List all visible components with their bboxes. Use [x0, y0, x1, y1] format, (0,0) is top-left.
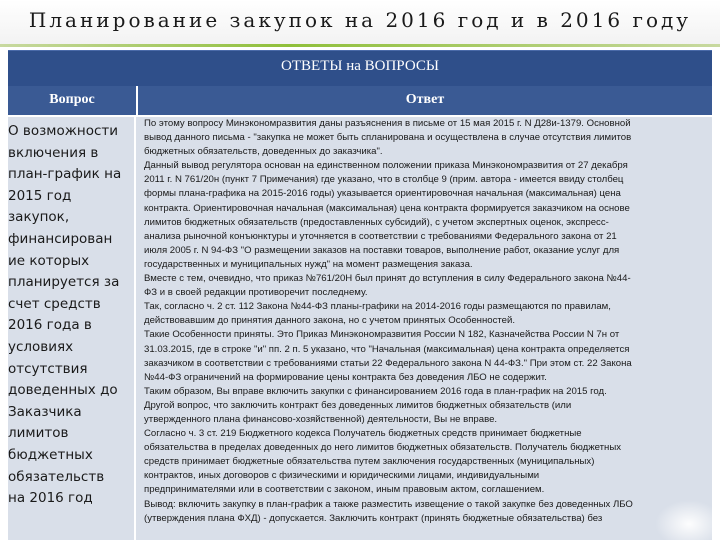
answer-line: Такие Особенности приняты. Это Приказ Минэкономразвития России N 182, Казначейства России N 7н от	[144, 329, 620, 341]
table-header-row	[8, 86, 712, 115]
answer-line: лимитов бюджетных обязательств (предоставленных субсидий), с учетом экспертных оценок, экспресс-	[144, 216, 609, 228]
answer-cell	[138, 117, 712, 540]
answer-line: По этому вопросу Минэкономразвития даны разъяснения в письме от 15 мая 2015 г. N Д28и-1379. Основной	[144, 118, 631, 129]
answer-line: анализа рыночной конъюнктуры и уточняется в соответствии с требованиями Федерального закона от 21	[144, 230, 617, 242]
question-line: планируется за	[8, 274, 120, 291]
banner-text: ОТВЕТЫ на ВОПРОСЫ	[281, 58, 439, 74]
answer-line: Данный вывод регулятора основан на единственном положении приказа Минэкономразвития от 27 декабря	[144, 160, 628, 172]
answer-line: действовавшим до принятия данного закона, но с учетом принятых Особенностей.	[144, 315, 516, 327]
question-line: план-график на	[8, 166, 122, 183]
answer-line: ФЗ и в своей редакции противоречит последнему.	[144, 287, 368, 299]
title-accent-line	[0, 44, 720, 47]
answer-line: Так, согласно ч. 2 ст. 112 Закона №44-ФЗ планы-графики на 2014-2016 годы размещаются по правилам,	[144, 301, 611, 313]
answer-line: бюджетных обязательств, доведенных до заказчика".	[144, 146, 383, 158]
question-line: счет средств	[8, 295, 101, 312]
answer-line: предпринимателями или в соответствии с законом, иным правовым актом, соглашением.	[144, 484, 545, 496]
answer-line: Согласно ч. 3 ст. 219 Бюджетного кодекса Получатель бюджетных средств принимает бюджетные	[144, 428, 582, 440]
question-line: лимитов	[8, 425, 69, 442]
answers-banner	[8, 50, 712, 86]
answer-line: контракта. Ориентировочная начальная (максимальная) цена контракта формируется заказчиком на основе	[144, 202, 630, 214]
title-bar	[0, 0, 720, 46]
slide-title: Планирование закупок на 2016 год и в 2016 году	[28, 8, 692, 32]
answer-line: утвержденного плана финансово-хозяйственной) деятельности, Вы не вправе.	[144, 413, 498, 425]
question-line: закупок,	[8, 209, 70, 226]
question-line: доведенных до	[8, 382, 118, 399]
question-line: бюджетных	[8, 446, 93, 463]
question-line: О возможности	[8, 123, 119, 139]
answer-line: 2011 г. N 761/20н (пункт 7 Примечания) где указано, что в столбце 9 (прим. автора - имеется ввиду столбец	[144, 174, 624, 186]
answer-line: заказчиком в соответствии с требованиями статьи 22 Федерального закона N 44-ФЗ." При этом ст. 22 Закона	[144, 357, 632, 369]
answer-line: Вывод: включить закупку в план-график а также разместить извещение о такой закупке без доведенных ЛБО	[144, 498, 633, 510]
question-line: ие которых	[8, 252, 90, 269]
answer-line: формы плана-графика на 2015-2016 годы) указывается ориентировочная начальная (максимальная) цена	[144, 188, 621, 200]
answer-line: №44-ФЗ ограничений на формирование цены контракта без доведения ЛБО не содержит.	[144, 371, 547, 383]
question-text	[8, 121, 132, 510]
question-line: включения в	[8, 144, 99, 161]
answer-line: (утверждения плана ФХД) - допускается. Заключить контракт (принять бюджетные обязательства) без	[144, 512, 603, 524]
answer-line: вывод данного письма - "закупка не может быть спланирована и осуществлена в случае отсутствия лимитов	[144, 132, 632, 144]
question-line: 2016 года в	[8, 317, 92, 334]
answer-line: 31.03.2015, где в строке "и" пп. 2 п. 5 указано, что "Начальная (максимальная) цена контракта определяется	[144, 343, 630, 355]
question-line: условиях	[8, 338, 74, 355]
question-cell	[8, 117, 136, 540]
question-line: финансирован	[8, 230, 113, 247]
question-line: обязательств	[8, 468, 105, 485]
header-answer: Ответ	[405, 92, 445, 107]
table-row	[8, 117, 712, 540]
answer-line: контрактов, иных договоров с физическими и юридическими лицами, индивидуальными	[144, 470, 540, 482]
answer-line: Другой вопрос, что заключить контракт без доведенных лимитов бюджетных обязательств (или	[144, 399, 572, 411]
corner-fade	[655, 500, 712, 540]
question-line: 2015 год	[8, 187, 72, 204]
answer-line: средств принимает бюджетные обязательства путем заключения государственных (муниципальных)	[144, 456, 595, 468]
answer-line: государственных и муниципальных нужд" на момент размещения заказа.	[144, 258, 473, 270]
question-line: отсутствия	[8, 360, 88, 377]
question-line: Заказчика	[8, 403, 82, 420]
question-line: на 2016 год	[8, 490, 93, 507]
header-question: Вопрос	[49, 92, 95, 107]
answer-line: обязательства в пределах доведенных до него лимитов бюджетных обязательств. Получатель бюджетных	[144, 442, 622, 454]
answer-line: июля 2005 г. N 94-ФЗ "О размещении заказов на поставки товаров, выполнение работ, оказание услуг для	[144, 244, 620, 256]
answer-line: Таким образом, Вы вправе включить закупки с финансированием 2016 года в план-график на 2015 год.	[144, 385, 607, 397]
answer-line: Вместе с тем, очевидно, что приказ №761/20Н был принят до вступления в силу Федерального закона №44-	[144, 273, 631, 285]
